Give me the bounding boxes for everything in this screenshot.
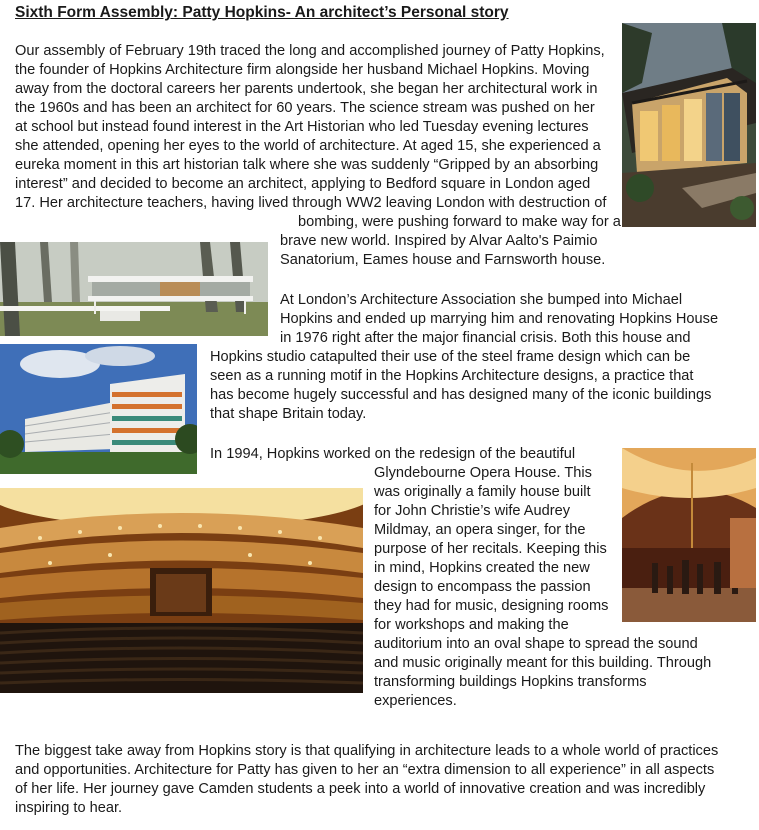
paragraph-3-line: design to encompass the passion [374, 579, 591, 595]
paragraph-4-line: of her life. Her journey gave Camden students a peek into a world of innovative creation and was incredibly [15, 781, 706, 797]
hopkins-house-photo [622, 23, 756, 227]
paragraph-2-line: has become hugely successful and has designed many of the iconic buildings [210, 387, 712, 403]
paragraph-1-line: away from the doctoral careers her parents undertook, she began her architectural work in [15, 81, 598, 97]
paragraph-4-line: The biggest take away from Hopkins story is that qualifying in architecture leads to a whole world of practices [15, 743, 719, 759]
paragraph-3-line: In 1994, Hopkins worked on the redesign of the beautiful [210, 446, 576, 462]
paragraph-1-line: bombing, were pushing forward to make way for a [298, 214, 621, 230]
paragraph-2-line: in 1976 right after the major financial crisis. Both this house and [280, 330, 691, 346]
paragraph-2-line: At London’s Architecture Association she bumped into Michael [280, 292, 683, 308]
paragraph-3-line: and music originally meant for this building. Through [374, 655, 712, 671]
paragraph-2-line: seen as a running motif in the Hopkins Architecture designs, a practice that [210, 368, 694, 384]
paragraph-3-line: they had for music, designing rooms [374, 598, 609, 614]
paragraph-1-line: the 1960s and has been an architect for 60 years. The science stream was pushed on her [15, 100, 595, 116]
paragraph-2-line: Hopkins studio catapulted their use of the steel frame design which can be [210, 349, 691, 365]
paragraph-1-line: 17. Her architecture teachers, having lived through WW2 leaving London with destruction of [15, 195, 607, 211]
paragraph-3-line: purpose of her recitals. Keeping this [374, 541, 607, 557]
paragraph-3-line: in mind, Hopkins created the new [374, 560, 590, 576]
paragraph-3-line: auditorium into an oval shape to spread the sound [374, 636, 698, 652]
paragraph-4-line: and opportunities. Architecture for Patty has given to her an “extra dimension to all experience” in all aspects [15, 762, 715, 778]
paragraph-3-line: for workshops and making the [374, 617, 569, 633]
paragraph-1-line: Sanatorium, Eames house and Farnsworth house. [280, 252, 606, 268]
paragraph-3-line: was originally a family house built [374, 484, 591, 500]
paragraph-2-line: that shape Britain today. [210, 406, 367, 422]
paragraph-4-line: inspiring to hear. [15, 800, 123, 816]
paragraph-3-line: for John Christie’s wife Audrey [374, 503, 571, 519]
paragraph-1-line: at school but instead found interest in the Art Historian who led Tuesday evening lectures [15, 119, 589, 135]
glyndebourne-auditorium-photo [0, 488, 363, 693]
paragraph-3-line: experiences. [374, 693, 457, 709]
paragraph-1-line: the founder of Hopkins Architecture firm alongside her husband Michael Hopkins. Moving [15, 62, 590, 78]
article-title: Sixth Form Assembly: Patty Hopkins- An architect’s Personal story [15, 4, 509, 21]
glyndebourne-foyer-photo [622, 448, 756, 622]
paragraph-1-line: interest” and decided to become an architect, applying to Bedford square in London aged [15, 176, 591, 192]
paragraph-3-line: transforming buildings Hopkins transforms [374, 674, 647, 690]
paragraph-1-line: she attended, opening her eyes to the world of architecture. At aged 15, she experienced a [15, 138, 601, 154]
paragraph-2-line: Hopkins and ended up marrying him and renovating Hopkins House [280, 311, 719, 327]
paragraph-1-line: eureka moment in this art historian talk where she was suddenly “Gripped by an absorbing [15, 157, 599, 173]
farnsworth-house-photo [0, 242, 268, 336]
paragraph-3-line: Glyndebourne Opera House. This [374, 465, 592, 481]
paragraph-3-line: Mildmay, an opera singer, for the [374, 522, 586, 538]
paimio-sanatorium-photo [0, 344, 197, 474]
paragraph-1-line: Our assembly of February 19th traced the long and accomplished journey of Patty Hopkins, [15, 43, 605, 59]
paragraph-1-line: brave new world. Inspired by Alvar Aalto's Paimio [280, 233, 598, 249]
